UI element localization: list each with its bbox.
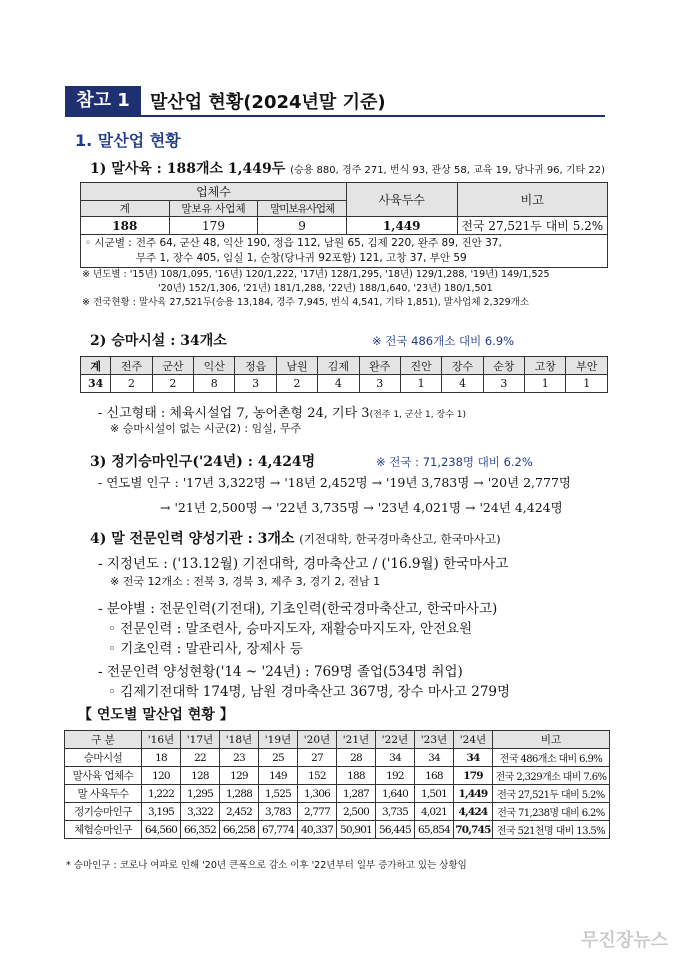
- yearly-th-year: '20년: [298, 731, 337, 749]
- riding-cell: 4: [442, 375, 483, 393]
- yearly-cell: 34: [376, 749, 415, 767]
- yearly-cell: 188: [337, 767, 376, 785]
- yearly-cell: 28: [337, 749, 376, 767]
- training-heading-text: 4) 말 전문인력 양성기관 : 3개소: [90, 531, 295, 547]
- yearly-footnote: * 승마인구 : 코로나 여파로 인해 '20년 큰폭으로 감소 이후 '22년부터 일부 증가하고 있는 상황임: [66, 860, 467, 871]
- riding-th: 부안: [566, 357, 608, 375]
- th-nonowner: 말미보유사업체: [258, 201, 347, 217]
- yearly-row-label: 말사육 업체수: [65, 767, 142, 785]
- yearly-cell: 4,424: [454, 803, 493, 821]
- yearly-cell: 128: [181, 767, 220, 785]
- riding-th: 장수: [442, 357, 483, 375]
- yearly-cell: 56,445: [376, 821, 415, 839]
- yearly-th-note: 비고: [493, 731, 610, 749]
- riding-table: [80, 356, 608, 393]
- yearly-cell: 66,258: [220, 821, 259, 839]
- yearly-cell: 149: [259, 767, 298, 785]
- yearly-cell: 4,021: [415, 803, 454, 821]
- yearly-cell: 34: [454, 749, 493, 767]
- riding-th: 완주: [359, 357, 400, 375]
- yearly-cell: 1,501: [415, 785, 454, 803]
- riding-cell: 4: [318, 375, 359, 393]
- district-line-2: 무주 1, 장수 405, 임실 1, 순창(당나귀 92포함) 121, 고창 37, 부안 59: [135, 252, 467, 264]
- training-expert: ◦ 전문인력 : 말조련사, 승마지도자, 재활승마지도자, 안전요원: [108, 621, 473, 637]
- riding-th: 정읍: [235, 357, 276, 375]
- th-total: 계: [81, 201, 170, 217]
- riding-cell: 2: [111, 375, 152, 393]
- yearly-th-year: '16년: [142, 731, 181, 749]
- yearly-th-year: '21년: [337, 731, 376, 749]
- district-line-1: 전주 64, 군산 48, 익산 190, 정읍 112, 남원 65, 김제 220, 완주 89, 진안 37,: [135, 237, 502, 249]
- yearly-cell: 70,745: [454, 821, 493, 839]
- yearly-cell: 192: [376, 767, 415, 785]
- riding-cell: 34: [81, 375, 111, 393]
- watermark-logo: 무진장뉴스: [581, 930, 668, 951]
- yearly-th-year: '22년: [376, 731, 415, 749]
- riding-th: 김제: [318, 357, 359, 375]
- yearly-cell: 1,306: [298, 785, 337, 803]
- year-note-line-1: ※ 년도별 : '15년) 108/1,095, '16년) 120/1,222, '17년) 128/1,295, '18년) 129/1,288, '19년) 149/1,525: [82, 269, 550, 280]
- yearly-row-note: 전국 521천명 대비 13.5%: [493, 821, 610, 839]
- riding-cell: 2: [276, 375, 317, 393]
- riding-cell: 3: [235, 375, 276, 393]
- riding-cell: 3: [359, 375, 400, 393]
- riding-cell: 1: [566, 375, 608, 393]
- table-row: [65, 785, 610, 803]
- yearly-row-label: 체험승마인구: [65, 821, 142, 839]
- riding-th: 남원: [276, 357, 317, 375]
- yearly-cell: 66,352: [181, 821, 220, 839]
- th-business-count: 업체수: [81, 183, 347, 201]
- yearly-heading: 【 연도별 말산업 현황 】: [78, 707, 234, 723]
- horse-heading-text: 1) 말사육 : 188개소 1,449두: [90, 161, 286, 177]
- riding-cell: 8: [194, 375, 235, 393]
- yearly-cell: 1,449: [454, 785, 493, 803]
- th-small-owner: 말보유 사업체: [169, 201, 258, 217]
- training-detail: ◦ 김제기전대학 174명, 남원 경마축산고 367명, 장수 마사고 279명: [108, 684, 511, 700]
- riding-th: 군산: [152, 357, 193, 375]
- yearly-cell: 2,777: [298, 803, 337, 821]
- riding-cell: 1: [400, 375, 441, 393]
- yearly-cell: 34: [415, 749, 454, 767]
- yearly-row-label: 정기승마인구: [65, 803, 142, 821]
- riding-cell: 2: [152, 375, 193, 393]
- yearly-th-year: '17년: [181, 731, 220, 749]
- yearly-row-note: 전국 27,521두 대비 5.2%: [493, 785, 610, 803]
- yearly-row-label: 승마시설: [65, 749, 142, 767]
- horse-summary-table: [80, 182, 608, 268]
- district-label: ◦ 시군별 :: [85, 237, 132, 249]
- yearly-cell: 2,500: [337, 803, 376, 821]
- yearly-cell: 65,854: [415, 821, 454, 839]
- table-row: [65, 821, 610, 839]
- riding-th: 순창: [483, 357, 524, 375]
- yearly-cell: 40,337: [298, 821, 337, 839]
- district-cell: [81, 235, 608, 268]
- year-note-line-2: '20년) 152/1,306, '21년) 181/1,288, '22년) 188/1,640, '23년) 180/1,501: [158, 283, 493, 294]
- yearly-row-note: 전국 2,329개소 대비 7.6%: [493, 767, 610, 785]
- yearly-cell: 3,783: [259, 803, 298, 821]
- yearly-cell: 1,222: [142, 785, 181, 803]
- regular-line-1: - 연도별 인구 : '17년 3,322명 → '18년 2,452명 → '19년 3,783명 → '20년 2,777명: [98, 475, 571, 490]
- title-underline: [65, 115, 605, 117]
- yearly-cell: 22: [181, 749, 220, 767]
- yearly-row-note: 전국 71,238명 대비 6.2%: [493, 803, 610, 821]
- regular-compare: ※ 전국 : 71,238명 대비 6.2%: [376, 455, 533, 469]
- year-note: [82, 268, 622, 310]
- riding-none: ※ 승마시설이 없는 시군(2) : 임실, 무주: [110, 422, 302, 435]
- training-field: - 분야별 : 전문인력(기전대), 기초인력(한국경마축산고, 한국마사고): [98, 601, 498, 617]
- yearly-cell: 3,322: [181, 803, 220, 821]
- yearly-cell: 1,525: [259, 785, 298, 803]
- yearly-table: [64, 730, 610, 839]
- horse-breakdown: (승용 880, 경주 271, 번식 93, 관상 58, 교육 19, 당나귀 96, 기타 22): [290, 165, 606, 176]
- training-designated: - 지정년도 : ('13.12월) 기전대학, 경마축산고 / ('16.9월) 한국마사고: [98, 556, 509, 572]
- page-title: 말산업 현황(2024년말 기준): [150, 92, 386, 113]
- yearly-cell: 1,287: [337, 785, 376, 803]
- yearly-cell: 129: [220, 767, 259, 785]
- cell-heads: 1,449: [346, 217, 457, 235]
- section-heading: 1. 말산업 현황: [75, 131, 181, 150]
- yearly-cell: 179: [454, 767, 493, 785]
- training-nation: ※ 전국 12개소 : 전북 3, 경북 3, 제주 3, 경기 2, 전남 1: [110, 575, 381, 588]
- cell-small-owner: 179: [169, 217, 258, 235]
- yearly-cell: 27: [298, 749, 337, 767]
- yearly-th-label: 구 분: [65, 731, 142, 749]
- riding-th: 익산: [194, 357, 235, 375]
- yearly-cell: 2,452: [220, 803, 259, 821]
- table-row: [65, 767, 610, 785]
- yearly-th-year: '18년: [220, 731, 259, 749]
- nation-note: ※ 전국현황 : 말사육 27,521두(승용 13,184, 경주 7,945, 번식 4,541, 기타 1,851), 말사업체 2,329개소: [82, 297, 530, 308]
- yearly-cell: 1,295: [181, 785, 220, 803]
- horse-heading: [90, 158, 605, 178]
- riding-report-text: - 신고형태 : 체육시설업 7, 농어촌형 24, 기타 3: [98, 406, 370, 421]
- training-status: - 전문인력 양성현황('14 ~ '24년) : 769명 졸업(534명 취업): [98, 664, 463, 680]
- yearly-th-year: '23년: [415, 731, 454, 749]
- table-row: [65, 749, 610, 767]
- yearly-row-label: 말 사육두수: [65, 785, 142, 803]
- yearly-cell: 50,901: [337, 821, 376, 839]
- riding-heading: 2) 승마시설 : 34개소: [90, 333, 227, 349]
- yearly-cell: 152: [298, 767, 337, 785]
- yearly-cell: 18: [142, 749, 181, 767]
- training-heading-small: (기전대학, 한국경마축산고, 한국마사고): [299, 532, 501, 546]
- yearly-th-year: '24년: [454, 731, 493, 749]
- yearly-row-note: 전국 486개소 대비 6.9%: [493, 749, 610, 767]
- yearly-cell: 67,774: [259, 821, 298, 839]
- yearly-th-year: '19년: [259, 731, 298, 749]
- table-row: [65, 803, 610, 821]
- riding-th: 전주: [111, 357, 152, 375]
- riding-report: [98, 402, 466, 421]
- riding-cell: 3: [483, 375, 524, 393]
- cell-total: 188: [81, 217, 170, 235]
- yearly-cell: 1,288: [220, 785, 259, 803]
- yearly-cell: 23: [220, 749, 259, 767]
- training-heading: [90, 528, 501, 548]
- riding-th: 진안: [400, 357, 441, 375]
- yearly-cell: 1,640: [376, 785, 415, 803]
- regular-line-2: → '21년 2,500명 → '22년 3,735명 → '23년 4,021명 → '24년 4,424명: [160, 500, 563, 515]
- th-note: 비고: [457, 183, 607, 217]
- riding-th: 고창: [525, 357, 566, 375]
- yearly-cell: 3,195: [142, 803, 181, 821]
- riding-report-small: (전주 1, 군산 1, 장수 1): [369, 410, 466, 420]
- regular-heading: 3) 정기승마인구('24년) : 4,424명: [90, 454, 316, 470]
- riding-cell: 1: [525, 375, 566, 393]
- yearly-cell: 3,735: [376, 803, 415, 821]
- yearly-cell: 168: [415, 767, 454, 785]
- yearly-cell: 25: [259, 749, 298, 767]
- training-basic: ◦ 기초인력 : 말관리사, 장제사 등: [108, 641, 303, 657]
- th-heads: 사육두수: [346, 183, 457, 217]
- yearly-cell: 64,560: [142, 821, 181, 839]
- cell-nonowner: 9: [258, 217, 347, 235]
- yearly-cell: 120: [142, 767, 181, 785]
- section-badge: 참고 1: [65, 86, 141, 116]
- riding-th: 계: [81, 357, 111, 375]
- riding-compare: ※ 전국 486개소 대비 6.9%: [372, 334, 515, 348]
- cell-note: 전국 27,521두 대비 5.2%: [457, 217, 607, 235]
